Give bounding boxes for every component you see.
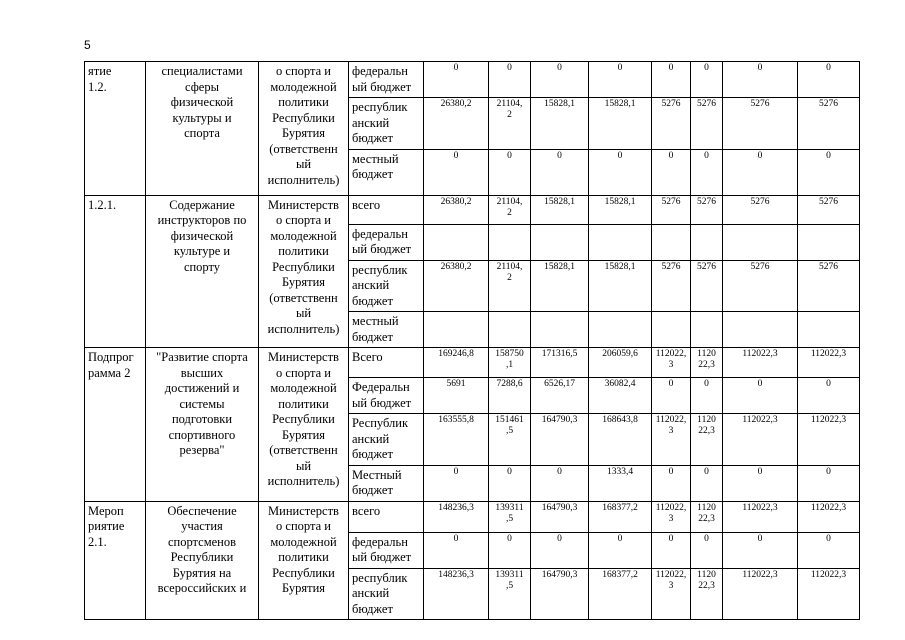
amount-cell: 5276: [798, 98, 860, 150]
amount-cell: 1333,4: [589, 465, 652, 501]
amount-cell: 5276: [652, 98, 691, 150]
amount-cell: [489, 312, 531, 348]
amount-cell: 5276: [723, 98, 798, 150]
amount-cell: 164790,3: [531, 414, 589, 466]
amount-cell: 36082,4: [589, 378, 652, 414]
amount-cell: 5276: [798, 260, 860, 312]
row-responsible: Министерств о спорта и молодежной политики Республики Бурятия (ответственн ый исполнитель): [259, 348, 349, 502]
amount-cell: 0: [489, 532, 531, 568]
amount-cell: 0: [489, 465, 531, 501]
amount-cell: 0: [531, 532, 589, 568]
row-name: специалистами сферы физической культуры и спорта: [146, 62, 259, 196]
amount-cell: [424, 224, 489, 260]
amount-cell: 0: [652, 465, 691, 501]
amount-cell: 112022, 3: [652, 348, 691, 378]
amount-cell: [652, 312, 691, 348]
amount-cell: 0: [798, 465, 860, 501]
row-responsible: о спорта и молодежной политики Республики Бурятия (ответственн ый исполнитель): [259, 62, 349, 196]
amount-cell: 0: [798, 62, 860, 98]
amount-cell: 112022,3: [798, 414, 860, 466]
amount-cell: 164790,3: [531, 501, 589, 532]
amount-cell: 0: [691, 378, 723, 414]
amount-cell: 5276: [798, 195, 860, 224]
amount-cell: 5276: [652, 195, 691, 224]
amount-cell: 112022,3: [723, 414, 798, 466]
amount-cell: 21104, 2: [489, 260, 531, 312]
amount-cell: 0: [531, 465, 589, 501]
row-code: Подпрог рамма 2: [85, 348, 146, 502]
amount-cell: 0: [691, 532, 723, 568]
funding-source-label: Местный бюджет: [349, 465, 424, 501]
amount-cell: 0: [652, 532, 691, 568]
amount-cell: 26380,2: [424, 98, 489, 150]
amount-cell: [531, 312, 589, 348]
amount-cell: 163555,8: [424, 414, 489, 466]
row-name: Содержание инструкторов по физической культуре и спорту: [146, 195, 259, 348]
amount-cell: 171316,5: [531, 348, 589, 378]
amount-cell: 1120 22,3: [691, 414, 723, 466]
amount-cell: 0: [589, 62, 652, 98]
amount-cell: 15828,1: [531, 195, 589, 224]
page-number: 5: [84, 38, 91, 52]
amount-cell: 168643,8: [589, 414, 652, 466]
amount-cell: 112022,3: [798, 501, 860, 532]
amount-cell: 0: [424, 532, 489, 568]
amount-cell: 0: [652, 149, 691, 195]
amount-cell: 0: [424, 149, 489, 195]
amount-cell: 15828,1: [531, 98, 589, 150]
amount-cell: 0: [691, 149, 723, 195]
amount-cell: 169246,8: [424, 348, 489, 378]
amount-cell: 15828,1: [589, 260, 652, 312]
amount-cell: 151461 ,5: [489, 414, 531, 466]
row-code: ятие 1.2.: [85, 62, 146, 196]
funding-source-label: всего: [349, 501, 424, 532]
amount-cell: 0: [589, 532, 652, 568]
amount-cell: 5276: [723, 260, 798, 312]
table-body: [85, 62, 860, 620]
amount-cell: 0: [723, 532, 798, 568]
row-name: "Развитие спорта высших достижений и системы подготовки спортивного резерва": [146, 348, 259, 502]
amount-cell: [723, 224, 798, 260]
funding-source-label: Всего: [349, 348, 424, 378]
row-responsible: Министерств о спорта и молодежной политики Республики Бурятия: [259, 501, 349, 620]
funding-source-label: республик анский бюджет: [349, 260, 424, 312]
amount-cell: 0: [489, 62, 531, 98]
amount-cell: 15828,1: [531, 260, 589, 312]
funding-source-label: республик анский бюджет: [349, 568, 424, 620]
amount-cell: 26380,2: [424, 260, 489, 312]
amount-cell: 0: [424, 62, 489, 98]
table-row: [85, 348, 860, 378]
amount-cell: 0: [652, 62, 691, 98]
amount-cell: 6526,17: [531, 378, 589, 414]
amount-cell: 0: [531, 62, 589, 98]
row-responsible: Министерств о спорта и молодежной политики Республики Бурятия (ответственн ый исполнитель): [259, 195, 349, 348]
funding-source-label: Республик анский бюджет: [349, 414, 424, 466]
amount-cell: [424, 312, 489, 348]
funding-source-label: местный бюджет: [349, 149, 424, 195]
amount-cell: 5691: [424, 378, 489, 414]
budget-table: [84, 61, 860, 620]
amount-cell: 0: [798, 532, 860, 568]
amount-cell: 7288,6: [489, 378, 531, 414]
amount-cell: [589, 224, 652, 260]
amount-cell: 112022,3: [723, 568, 798, 620]
amount-cell: 21104, 2: [489, 195, 531, 224]
amount-cell: 148236,3: [424, 568, 489, 620]
row-name: Обеспечение участия спортсменов Республики Бурятия на всероссийских и: [146, 501, 259, 620]
amount-cell: [691, 224, 723, 260]
amount-cell: 0: [652, 378, 691, 414]
amount-cell: 112022, 3: [652, 501, 691, 532]
amount-cell: 148236,3: [424, 501, 489, 532]
amount-cell: 112022,3: [723, 501, 798, 532]
amount-cell: [652, 224, 691, 260]
amount-cell: 0: [424, 465, 489, 501]
amount-cell: [691, 312, 723, 348]
amount-cell: 112022, 3: [652, 414, 691, 466]
amount-cell: [798, 224, 860, 260]
funding-source-label: местный бюджет: [349, 312, 424, 348]
amount-cell: 15828,1: [589, 195, 652, 224]
funding-source-label: всего: [349, 195, 424, 224]
amount-cell: 112022,3: [723, 348, 798, 378]
amount-cell: 26380,2: [424, 195, 489, 224]
funding-source-label: федеральн ый бюджет: [349, 62, 424, 98]
amount-cell: 139311 ,5: [489, 568, 531, 620]
amount-cell: 164790,3: [531, 568, 589, 620]
table-row: [85, 501, 860, 532]
amount-cell: 112022,3: [798, 568, 860, 620]
amount-cell: 112022,3: [798, 348, 860, 378]
table-row: [85, 62, 860, 98]
amount-cell: 206059,6: [589, 348, 652, 378]
amount-cell: 5276: [691, 260, 723, 312]
amount-cell: 5276: [652, 260, 691, 312]
funding-source-label: Федеральн ый бюджет: [349, 378, 424, 414]
amount-cell: 0: [691, 465, 723, 501]
amount-cell: [798, 312, 860, 348]
amount-cell: 0: [798, 149, 860, 195]
amount-cell: 0: [798, 378, 860, 414]
amount-cell: [589, 312, 652, 348]
row-code: Мероп риятие 2.1.: [85, 501, 146, 620]
row-code: 1.2.1.: [85, 195, 146, 348]
amount-cell: 139311 ,5: [489, 501, 531, 532]
amount-cell: 0: [489, 149, 531, 195]
amount-cell: 1120 22,3: [691, 501, 723, 532]
table-row: [85, 195, 860, 224]
funding-source-label: федеральн ый бюджет: [349, 532, 424, 568]
amount-cell: 1120 22,3: [691, 348, 723, 378]
amount-cell: 0: [691, 62, 723, 98]
amount-cell: 168377,2: [589, 501, 652, 532]
amount-cell: 0: [531, 149, 589, 195]
amount-cell: 5276: [723, 195, 798, 224]
funding-source-label: республик анский бюджет: [349, 98, 424, 150]
amount-cell: 15828,1: [589, 98, 652, 150]
amount-cell: 21104, 2: [489, 98, 531, 150]
amount-cell: 5276: [691, 98, 723, 150]
amount-cell: [723, 312, 798, 348]
amount-cell: 112022, 3: [652, 568, 691, 620]
amount-cell: [531, 224, 589, 260]
amount-cell: 1120 22,3: [691, 568, 723, 620]
funding-source-label: федеральн ый бюджет: [349, 224, 424, 260]
amount-cell: 5276: [691, 195, 723, 224]
amount-cell: 0: [723, 465, 798, 501]
amount-cell: 0: [723, 378, 798, 414]
amount-cell: 0: [589, 149, 652, 195]
amount-cell: 168377,2: [589, 568, 652, 620]
amount-cell: 158750 ,1: [489, 348, 531, 378]
amount-cell: [489, 224, 531, 260]
amount-cell: 0: [723, 149, 798, 195]
amount-cell: 0: [723, 62, 798, 98]
